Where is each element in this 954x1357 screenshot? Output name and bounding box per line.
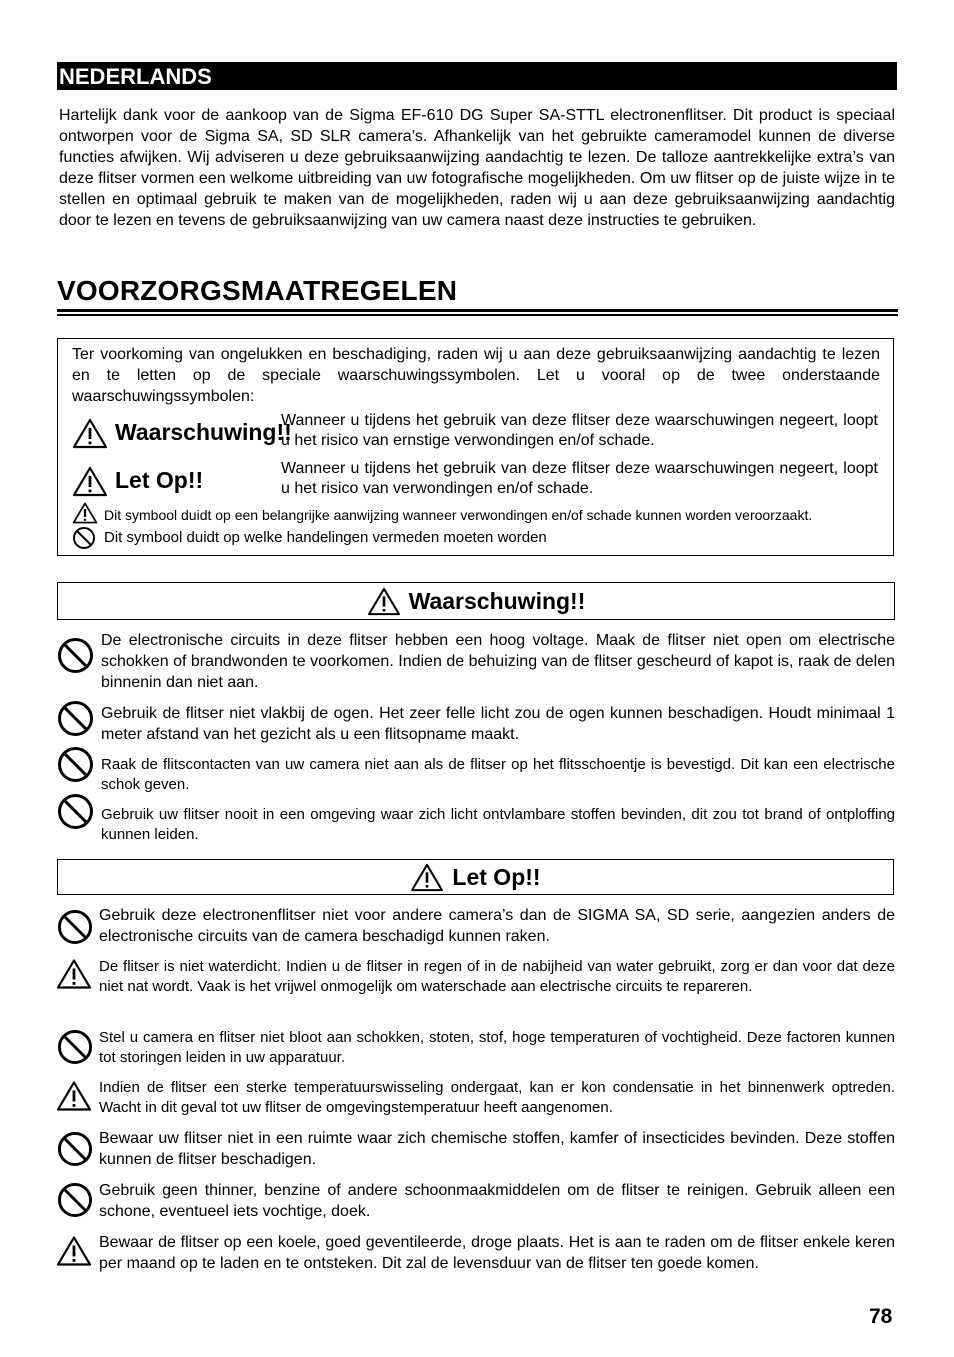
warning-description: Wanneer u tijdens het gebruik van deze flitser deze waarschuwingen negeert, loopt u het risico van ernstige verwondingen en/of schade. — [281, 412, 878, 449]
prohibited-icon — [57, 1029, 93, 1065]
caution-section-header — [57, 859, 894, 895]
legend-intro: Ter voorkoming van ongelukken en beschadiging, raden wij u aan deze gebruiksaanwijzing aandachtig te lezen en te letten op de speciale waarschuwingssymbolen. Let u vooral op de twee onderstaande waarschuwingssymbolen: — [72, 346, 880, 405]
prohibited-icon — [72, 526, 96, 550]
prohibited-icon — [57, 1131, 93, 1167]
triangle-symbol-note: Dit symbool duidt op een belangrijke aanwijzing wanneer verwondingen en/of schade kunnen worden veroorzaakt. — [104, 507, 813, 523]
prohibited-icon — [57, 746, 94, 783]
caution-item-7: Bewaar de flitser op een koele, goed geventileerde, droge plaats. Het is aan te raden om de flitser enkele keren per maand op te laden en te ontsteken. Dit zal de levensduur van de flitser ten goede komen. — [99, 1234, 895, 1272]
precautions-title: VOORZORGSMAATREGELEN — [57, 275, 458, 306]
warning-label: Waarschuwing!! — [115, 419, 292, 445]
caution-item-1: Gebruik deze electronenflitser niet voor andere camera’s dan de SIGMA SA, SD serie, aangezien anders de electronische circuits van de camera beschadigd kunnen raken. — [99, 907, 895, 945]
warning-item-3: Raak de flitscontacten van uw camera niet aan als de flitser op het flitsschoentje is bevestigd. Dit kan een electrische schok geven. — [101, 756, 895, 793]
caution-item-4: Indien de flitser een sterke temperatuurswisseling ondergaat, kan er kon condensatie in het binnenwerk optreden. Wacht in dit geval tot uw flitser de omgevingstemperatuur heeft aangenomen. — [99, 1079, 895, 1116]
warning-triangle-icon — [56, 958, 92, 990]
warning-triangle-icon — [56, 1080, 92, 1112]
warning-triangle-icon — [56, 1235, 92, 1267]
intro-paragraph: Hartelijk dank voor de aankoop van de Sigma EF-610 DG Super SA-STTL electronenflitser. Dit product is speciaal ontworpen voor de Sigma SA, SD SLR camera’s. Afhankelijk van het gebruikte cameramodel kunnen de diverse functies afwijken. Wij adviseren u deze gebruiksaanwijzing aandachtig te lezen. De talloze aantrekkelijke extra’s van deze flitser vormen een welkome uitbreiding van uw fotografische mogelijkheden. Om uw flitser op de juiste wijze in te stellen en optimaal gebruik te maken van de mogelijkheden, raden wij u aan deze gebruiksaanwijzing aandachtig door te lezen en tevens de gebruiksaanwijzing van uw camera naast deze instructies te gebruiken. — [59, 107, 895, 229]
caution-item-6: Gebruik geen thinner, benzine of andere schoonmaakmiddelen om de flitser te reinigen. Gebruik alleen een schone, eventueel iets vochtige, doek. — [99, 1182, 895, 1220]
warning-triangle-icon — [72, 466, 108, 497]
prohibited-icon — [57, 909, 93, 945]
caution-label: Let Op!! — [115, 467, 204, 493]
prohibited-icon — [57, 700, 94, 737]
warning-item-2: Gebruik de flitser niet vlakbij de ogen. Het zeer felle licht zou de ogen kunnen beschadigen. Houdt minimaal 1 meter afstand van het gezicht als u een flitsopname maakt. — [101, 705, 895, 743]
page-number: 78 — [869, 1305, 893, 1328]
caution-item-3: Stel u camera en flitser niet bloot aan schokken, stoten, stof, hoge temperaturen of vochtigheid. Deze factoren kunnen tot storingen leiden in uw apparatuur. — [99, 1029, 895, 1066]
title-rule-thick — [57, 309, 898, 312]
prohibited-icon — [57, 637, 94, 674]
title-rule-thin — [57, 314, 898, 316]
warning-section-title: Waarschuwing!! — [408, 587, 586, 614]
warning-triangle-icon — [72, 502, 98, 524]
warning-triangle-icon — [72, 418, 108, 449]
warning-section-header — [57, 582, 895, 620]
warning-item-4: Gebruik uw flitser nooit in een omgeving waar zich licht ontvlambare stoffen bevinden, dit zou tot brand of ontploffing kunnen leiden. — [101, 806, 895, 843]
prohibit-symbol-note: Dit symbool duidt op welke handelingen vermeden moeten worden — [104, 529, 547, 546]
warning-triangle-icon — [410, 863, 444, 892]
prohibited-icon — [57, 1182, 93, 1218]
language-heading: NEDERLANDS — [59, 64, 212, 89]
warning-triangle-icon — [367, 587, 401, 616]
prohibited-icon — [57, 793, 94, 830]
warning-item-1: De electronische circuits in deze flitser hebben een hoog voltage. Maak de flitser niet open om electrische schokken of brandwonden te voorkomen. Indien de behuizing van de flitser gescheurd of kapot is, raak de delen binnenin dan niet aan. — [101, 632, 895, 691]
caution-item-2: De flitser is niet waterdicht. Indien u de flitser in regen of in de nabijheid van water gebruikt, zorg er dan voor dat deze niet nat wordt. Vaak is het vrijwel onmogelijk om waterschade aan electrische circuits te repareren. — [99, 958, 895, 995]
caution-section-title: Let Op!! — [452, 863, 541, 890]
caution-item-5: Bewaar uw flitser niet in een ruimte waar zich chemische stoffen, kamfer of insecticides bevinden. Deze stoffen kunnen de flitser beschadigen. — [99, 1130, 895, 1168]
caution-description: Wanneer u tijdens het gebruik van deze flitser deze waarschuwingen negeert, loopt u het risico van verwondingen en/of schade. — [281, 460, 878, 497]
